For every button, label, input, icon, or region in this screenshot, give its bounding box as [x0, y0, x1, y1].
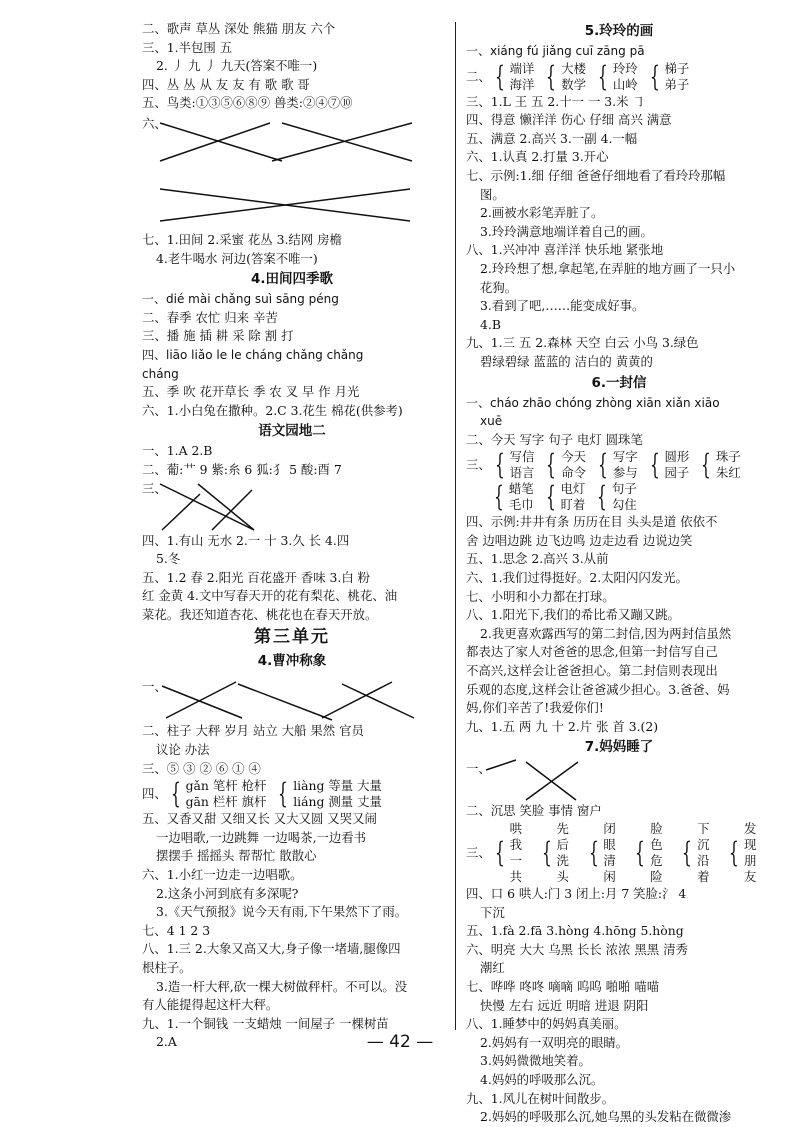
left-column	[142, 20, 442, 1052]
brace-group	[542, 481, 586, 513]
brace-item: 哄我	[509, 821, 522, 852]
matching-lines	[142, 672, 442, 722]
brace-item: 蜡笔	[508, 481, 534, 497]
brace-group	[491, 821, 530, 885]
brace-item: 沿着	[697, 853, 710, 884]
section-title: 7.妈妈睡了	[584, 739, 654, 756]
brace-icon: {	[546, 59, 557, 93]
brace-row	[466, 821, 772, 885]
column-divider	[455, 22, 456, 1030]
matching-lines	[466, 758, 772, 802]
brace-group	[594, 61, 638, 93]
brace-item: 一共	[509, 853, 522, 884]
brace-item: 危险	[650, 853, 663, 884]
answer-line: 快慢 左右 远近 明暗 进退 阴阳	[480, 997, 649, 1013]
answer-line: 一、xiáng fú jiǎng cuī zāng pā	[466, 44, 645, 58]
answer-line: 三、⑤ ③ ② ⑥ ① ④	[142, 760, 261, 776]
brace-icon: {	[598, 448, 608, 482]
answer-line: 花狗。	[480, 279, 518, 295]
brace-group	[646, 449, 690, 481]
answer-line: 四、口 6 哄人:门 3 闭上:月 7 笑脸:氵 4	[466, 886, 687, 901]
brace-item: 朋友	[743, 853, 757, 884]
brace-icon: {	[701, 448, 712, 482]
brace-item: 脸色	[650, 821, 663, 852]
answer-line: 碧绿碧绿 蓝蓝的 洁白的 黄黄的	[480, 353, 653, 369]
answer-line: 五、鸟类:①③⑤⑥⑧⑨ 兽类:②④⑦⑩	[142, 95, 353, 111]
answer-label: 一、	[466, 761, 491, 777]
brace-item: 句子	[612, 481, 637, 497]
answer-line: 五、1.思念 2.高兴 3.从前	[466, 551, 609, 567]
brace-item: 命令	[561, 465, 586, 481]
matching-lines	[142, 480, 442, 532]
answer-line: 四、liāo liǎo le le cháng chǎng chǎng	[142, 347, 364, 362]
answer-line: 六、1.小白兔在撒种。2.C 3.花生 棉花(供参考)	[142, 402, 403, 418]
brace-row	[466, 481, 772, 513]
brace-icon: {	[597, 480, 608, 514]
brace-group	[678, 821, 717, 885]
answer-line: 四、得意 懒洋洋 伤心 仔细 高兴 满意	[466, 112, 672, 128]
brace-item: 玲玲	[612, 60, 638, 76]
answer-line: 2.妈妈的呼吸那么沉,她乌黑的头发粘在微微渗	[480, 1109, 732, 1125]
answer-line: 不高兴,这样会让爸爸担心。第二封信则表现出	[466, 663, 718, 679]
answer-line: 二、今天 写字 句子 电灯 圆珠笔	[466, 431, 643, 447]
answer-line: 3.玲玲满意地端详着自己的画。	[480, 223, 653, 239]
answer-line: 一、dié mài chǎng suì sāng péng	[142, 292, 339, 307]
brace-icon: {	[494, 480, 504, 514]
brace-icon: {	[278, 777, 289, 811]
answer-line: 3.造一杆大秤,砍一棵大树做秤杆。不可以。没	[156, 978, 408, 994]
brace-icon: {	[598, 59, 608, 93]
brace-icon: {	[682, 836, 693, 869]
answer-line: 4.老牛喝水 河边(答案不唯一)	[156, 250, 318, 266]
brace-icon: {	[541, 836, 552, 869]
brace-icon: {	[649, 448, 660, 482]
answer-line: 八、1.睡梦中的妈妈真美丽。	[466, 1016, 627, 1032]
brace-item: 语言	[509, 465, 535, 481]
brace-icon: {	[729, 836, 739, 869]
answer-line: 五、1.2 春 2.阳光 百花盛开 香味 3.白 粉	[142, 569, 371, 585]
brace-group	[491, 449, 535, 481]
answer-line: 舍 边唱边跳 边飞边鸣 边走边看 边说边笑	[466, 532, 693, 548]
brace-item: 端详	[509, 60, 535, 76]
brace-group	[631, 821, 670, 885]
match-line	[162, 494, 200, 530]
brace-group	[542, 61, 586, 93]
brace-item: 珠子	[716, 449, 741, 465]
brace-group	[585, 821, 624, 885]
answer-line: 2.我更喜欢露西写的第二封信,因为两封信虽然	[480, 625, 732, 641]
answer-line: 2.画被水彩笔弄脏了。	[480, 205, 604, 221]
answer-line: 有人能提得起这杆大秤。	[142, 997, 279, 1013]
brace-item: 闭眼	[603, 821, 616, 852]
brace-item: 大楼	[561, 60, 586, 76]
matching-diagram-six	[142, 113, 442, 231]
section-title: 语文园地二	[258, 423, 326, 440]
match-line	[166, 682, 236, 718]
brace-group	[725, 821, 764, 885]
answer-line: 2.A	[156, 1034, 177, 1050]
answer-line: 二、沉思 笑脸 事情 窗户	[466, 803, 602, 819]
answer-line: 七、示例:1.细 仔细 爸爸仔细地看了看玲玲那幅	[466, 167, 726, 183]
brace-item: 今天	[561, 449, 586, 465]
answer-line: 三、1.半包围 五	[142, 39, 233, 55]
polyphone-group	[142, 778, 442, 810]
answer-line: 七、4 1 2 3	[142, 922, 211, 938]
answer-line: 六、明亮 大大 乌黑 长长 浓浓 黑黑 清秀	[466, 941, 688, 957]
brace-item: 电灯	[560, 481, 586, 497]
answer-line: 2.妈妈有一双明亮的眼睛。	[480, 1034, 629, 1050]
brace-item: 毛巾	[508, 497, 534, 513]
answer-label: 一、	[142, 679, 167, 695]
brace-item: 勾住	[612, 497, 637, 513]
answer-line: 五、季 吹 花开草长 季 农 叉 早 作 月光	[142, 384, 360, 400]
brace-item: liáng 测量 丈量	[293, 794, 382, 810]
section-title: 6.一封信	[591, 374, 647, 391]
answer-line: 4.B	[480, 316, 501, 332]
brace-item: 数学	[561, 76, 586, 92]
brace-icon: {	[545, 480, 556, 514]
answer-label: 三、	[142, 480, 167, 496]
matching-diagram-one	[466, 758, 772, 802]
answer-line: 红 金黄 4.文中写春天开的花有梨花、桃花、油	[142, 588, 398, 604]
brace-item: 发现	[743, 821, 757, 852]
answer-line: 3.看到了吧,……能变成好事。	[480, 298, 645, 314]
brace-icon: {	[494, 836, 505, 869]
brace-icon: {	[170, 777, 181, 811]
answer-line: 六、1.认真 2.打量 3.开心	[466, 149, 609, 165]
answer-line: 八、1.兴冲冲 喜洋洋 快乐地 紧张地	[466, 242, 664, 258]
brace-item: 海洋	[509, 76, 535, 92]
answer-line: 潮红	[480, 960, 505, 976]
match-line	[322, 682, 392, 718]
answer-line: xuē	[480, 414, 503, 429]
right-column	[466, 20, 772, 1127]
answer-line: 图。	[480, 186, 505, 202]
brace-group	[593, 481, 637, 513]
answer-label: 三、	[466, 457, 491, 473]
brace-group	[542, 449, 586, 481]
answer-line: 一边唱歌,一边跳舞 一边喝茶,一边看书	[156, 829, 367, 845]
answer-line: 3.《天气预报》说今天有雨,下午果然下了雨。	[156, 904, 408, 920]
answer-line: 六、1.小红一边走一边唱歌。	[142, 867, 303, 883]
answer-line: 五、满意 2.高兴 3.一副 4.一幅	[466, 130, 638, 146]
brace-item: 写信	[509, 449, 535, 465]
answer-line: 2. 丿 九 丿 九天(答案不唯一)	[156, 58, 318, 74]
brace-icon: {	[494, 59, 505, 93]
section-title: 5.玲玲的画	[584, 23, 654, 39]
answer-label: 六、	[142, 115, 167, 131]
answer-line: 二、柱子 大秤 岁月 站立 大船 果然 官员	[142, 723, 364, 739]
answer-line: 2.这条小河到底有多深呢?	[156, 885, 299, 901]
answer-line: 都表达了家人对爸爸的思念,但第一封信写自己	[466, 644, 718, 660]
brace-item: 下沉	[697, 821, 710, 852]
answer-line: 一、1.A 2.B	[142, 443, 213, 459]
brace-item: 清闲	[603, 853, 616, 884]
brace-group	[167, 778, 267, 810]
matching-diagram-one	[142, 672, 442, 722]
answer-line: 五、1.fà 2.fā 3.hòng 4.hōng 5.hòng	[466, 923, 684, 939]
brace-item: 盯着	[560, 497, 586, 513]
matching-lines	[142, 113, 442, 231]
page-number: — 42 —	[366, 1032, 434, 1052]
answer-line: 九、1.一个铜钱 一支蜡烛 一间屋子 一棵树苗	[142, 1015, 389, 1031]
brace-item: 洗头	[556, 853, 569, 884]
brace-item: liàng 等量 大量	[293, 778, 382, 794]
brace-item: 山岭	[612, 76, 638, 92]
section-title: 4.田间四季歌	[250, 271, 334, 288]
brace-icon: {	[635, 836, 646, 869]
matching-diagram-three	[142, 480, 442, 532]
answer-line: 九、1.三 五 2.森林 天空 白云 小鸟 3.绿色	[466, 335, 699, 351]
answer-line: 妈,你们辛苦了!我爱你们!	[466, 700, 604, 716]
answer-line: 八、1.三 2.大象又高又大,身子像一堵墙,腿像四	[142, 941, 401, 957]
answer-line: 七、哗哗 咚咚 嘀嘀 呜呜 啪啪 喵喵	[466, 978, 660, 994]
match-line	[238, 684, 332, 720]
brace-icon: {	[588, 836, 599, 869]
answer-line: 四、丛 丛 从 友 友 有 歌 歌 哥	[142, 76, 310, 92]
answer-line: 5.冬	[156, 551, 181, 567]
brace-icon: {	[546, 448, 557, 482]
brace-item: 参与	[612, 465, 638, 481]
answer-line: 下沉	[480, 904, 505, 920]
answer-line: 摆摆手 摇摇头 帮帮忙 散散心	[156, 848, 317, 864]
section-title: 4.曹冲称象	[257, 653, 327, 670]
brace-icon: {	[494, 448, 505, 482]
answer-line: 三、1.L 王 五 2.十一 一 3.米 ㇆	[466, 93, 645, 109]
answer-line: 二、歌声 草丛 深处 熊猫 朋友 六个	[142, 21, 336, 36]
answer-line: 五、又香又甜 又细又长 又大又圆 又哭又闹	[142, 811, 377, 827]
brace-item: 梯子	[664, 60, 690, 76]
answer-line: 四、示例:井井有条 历历在目 头头是道 依依不	[466, 514, 718, 530]
answer-line: 六、1.我们过得挺好。2.太阳闪闪发光。	[466, 570, 688, 586]
answer-line: 七、1.田间 2.采蜜 花丛 3.结网 房檐	[142, 231, 342, 247]
answer-label: 四、	[142, 786, 167, 802]
brace-group	[490, 481, 534, 513]
brace-row	[466, 449, 772, 481]
answer-line: 3.妈妈微微地笑着。	[480, 1053, 591, 1069]
brace-group	[646, 61, 690, 93]
brace-group	[274, 778, 382, 810]
brace-item: 弟子	[664, 76, 690, 92]
brace-group	[491, 61, 535, 93]
answer-line: 七、小明和小力都在打球。	[466, 588, 615, 604]
answer-line: 四、1.有山 无水 2.一 十 3.久 长 4.四	[142, 532, 350, 548]
answer-line: 菜花。我还知道杏花、桃花也在春天开放。	[142, 606, 378, 622]
answer-label: 三、	[466, 845, 491, 860]
brace-item: 圆形	[664, 449, 690, 465]
brace-row	[466, 61, 772, 93]
answer-line: cháng	[142, 366, 179, 381]
answer-line: 乐观的态度,这样会让爸爸减少担心。3.爸爸、妈	[466, 681, 730, 697]
answer-line: 二、葡:艹 9 紫:糸 6 狐:犭 5 酸:酉 7	[142, 461, 342, 477]
answer-line: 根柱子。	[142, 960, 192, 975]
answer-label: 二、	[466, 68, 491, 84]
brace-item: gān 栏杆 旗杆	[185, 794, 267, 810]
brace-group	[594, 449, 638, 481]
answer-line: 九、1.风儿在树叶间散步。	[466, 1090, 615, 1106]
answer-line: 三、播 施 插 耕 采 除 割 打	[142, 328, 294, 344]
answer-line: 二、春季 农忙 归来 辛苦	[142, 309, 278, 325]
brace-item: 园子	[664, 465, 690, 481]
brace-item: gǎn 笔杆 枪杆	[185, 778, 267, 794]
answer-line: 八、1.阳光下,我们的希比希又蹦又跳。	[466, 607, 681, 623]
brace-group	[697, 449, 741, 481]
brace-item: 写字	[612, 449, 638, 465]
brace-group	[538, 821, 577, 885]
brace-item: 朱红	[716, 465, 741, 481]
answer-line: 议论 办法	[156, 742, 210, 758]
answer-line: 一、cháo zhāo chóng zhòng xiān xiǎn xiāo	[466, 395, 720, 410]
brace-item: 先后	[556, 821, 569, 852]
brace-icon: {	[649, 59, 660, 93]
unit-title: 第三单元	[254, 627, 330, 648]
answer-line: 九、1.五 两 九 十 2.片 张 首 3.(2)	[466, 718, 659, 734]
answer-line: 2.玲玲想了想,拿起笔,在弄脏的地方画了一只小	[480, 260, 736, 276]
answer-line: 4.妈妈的呼吸那么沉。	[480, 1071, 604, 1087]
